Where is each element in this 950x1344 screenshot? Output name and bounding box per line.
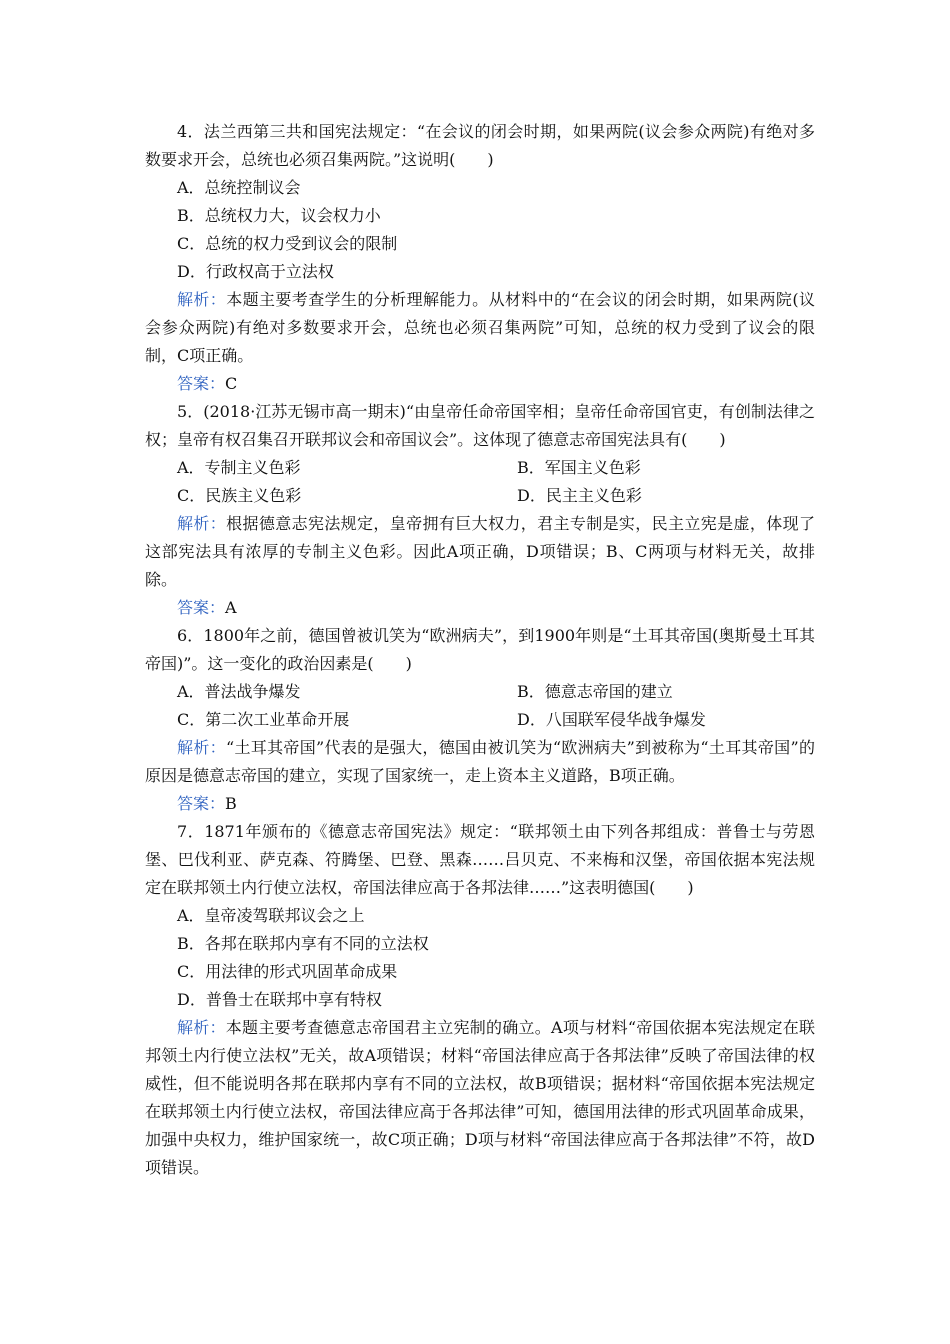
answer-label: 答案： <box>177 374 226 393</box>
option-b: B．军国主义色彩 <box>517 458 641 477</box>
option-a: A．专制主义色彩 <box>177 458 301 477</box>
question-stem: 7．1871年颁布的《德意志帝国宪法》规定：“联邦领土由下列各邦组成：普鲁士与劳恩堡、巴伐利亚、萨克森、符腾堡、巴登、黑森……吕贝克、不来梅和汉堡，帝国依据本宪法规定在联邦领土内行使立法权，帝国法律应高于各邦法律……”这表明德国( ) <box>145 822 815 897</box>
options-row <box>145 454 815 482</box>
answer <box>145 594 815 622</box>
answer <box>145 790 815 818</box>
option-d: D．民主主义色彩 <box>517 486 642 505</box>
option-d: D．行政权高于立法权 <box>177 262 334 281</box>
analysis-label: 解析： <box>177 738 226 757</box>
answer-value: A <box>225 598 237 617</box>
question-stem: 6．1800年之前，德国曾被讥笑为“欧洲病夫”，到1900年则是“土耳其帝国(奥斯曼土耳其帝国)”。这一变化的政治因素是( ) <box>145 626 815 673</box>
analysis <box>145 286 815 370</box>
option-c: C．第二次工业革命开展 <box>177 710 350 729</box>
analysis-text: “土耳其帝国”代表的是强大，德国由被讥笑为“欧洲病夫”到被称为“土耳其帝国”的原因是德意志帝国的建立，实现了国家统一，走上资本主义道路，B项正确。 <box>145 738 815 785</box>
options-row <box>145 706 815 734</box>
options-row <box>145 678 815 706</box>
analysis <box>145 1014 815 1182</box>
option-d: D．普鲁士在联邦中享有特权 <box>177 990 382 1009</box>
analysis-text: 本题主要考查学生的分析理解能力。从材料中的“在会议的闭会时期，如果两院(议会参众两院)有绝对多数要求开会，总统也必须召集两院”可知，总统的权力受到了议会的限制，C项正确。 <box>145 290 815 365</box>
analysis <box>145 734 815 790</box>
option-a: A．总统控制议会 <box>177 178 301 197</box>
question-4 <box>145 118 815 398</box>
question-5 <box>145 398 815 622</box>
option-c: C．民族主义色彩 <box>177 486 302 505</box>
analysis-label: 解析： <box>177 1018 226 1037</box>
answer-label: 答案： <box>177 598 226 617</box>
answer-label: 答案： <box>177 794 226 813</box>
analysis <box>145 510 815 594</box>
analysis-text: 根据德意志宪法规定，皇帝拥有巨大权力，君主专制是实，民主立宪是虚，体现了这部宪法具有浓厚的专制主义色彩。因此A项正确，D项错误；B、C两项与材料无关，故排除。 <box>145 514 815 589</box>
answer <box>145 370 815 398</box>
option-a: A．皇帝凌驾联邦议会之上 <box>177 906 365 925</box>
question-stem: 5．(2018·江苏无锡市高一期末)“由皇帝任命帝国宰相；皇帝任命帝国官吏，有创制法律之权；皇帝有权召集召开联邦议会和帝国议会”。这体现了德意志帝国宪法具有( ) <box>145 402 815 449</box>
analysis-label: 解析： <box>177 290 227 309</box>
analysis-text: 本题主要考查德意志帝国君主立宪制的确立。A项与材料“帝国依据本宪法规定在联邦领土内行使立法权”无关，故A项错误；材料“帝国法律应高于各邦法律”反映了帝国法律的权威性，但不能说明各邦在联邦内享有不同的立法权，故B项错误；据材料“帝国依据本宪法规定在联邦领土内行使立法权，帝国法律应高于各邦法律”可知，德国用法律的形式巩固革命成果，加强中央权力，维护国家统一，故C项正确；D项与材料“帝国法律应高于各邦法律”不符，故D项错误。 <box>145 1018 815 1177</box>
document-page <box>145 118 815 1182</box>
question-7 <box>145 818 815 1182</box>
option-c: C．总统的权力受到议会的限制 <box>177 234 398 253</box>
question-6 <box>145 622 815 818</box>
option-c: C．用法律的形式巩固革命成果 <box>177 962 398 981</box>
option-a: A．普法战争爆发 <box>177 682 301 701</box>
analysis-label: 解析： <box>177 514 227 533</box>
answer-value: C <box>225 374 238 393</box>
option-b: B．总统权力大，议会权力小 <box>177 206 381 225</box>
option-b: B．各邦在联邦内享有不同的立法权 <box>177 934 429 953</box>
question-stem: 4．法兰西第三共和国宪法规定：“在会议的闭会时期，如果两院(议会参众两院)有绝对多数要求开会，总统也必须召集两院。”这说明( ) <box>145 122 815 169</box>
option-b: B．德意志帝国的建立 <box>517 682 673 701</box>
option-d: D．八国联军侵华战争爆发 <box>517 710 706 729</box>
options-row <box>145 482 815 510</box>
answer-value: B <box>225 794 237 813</box>
